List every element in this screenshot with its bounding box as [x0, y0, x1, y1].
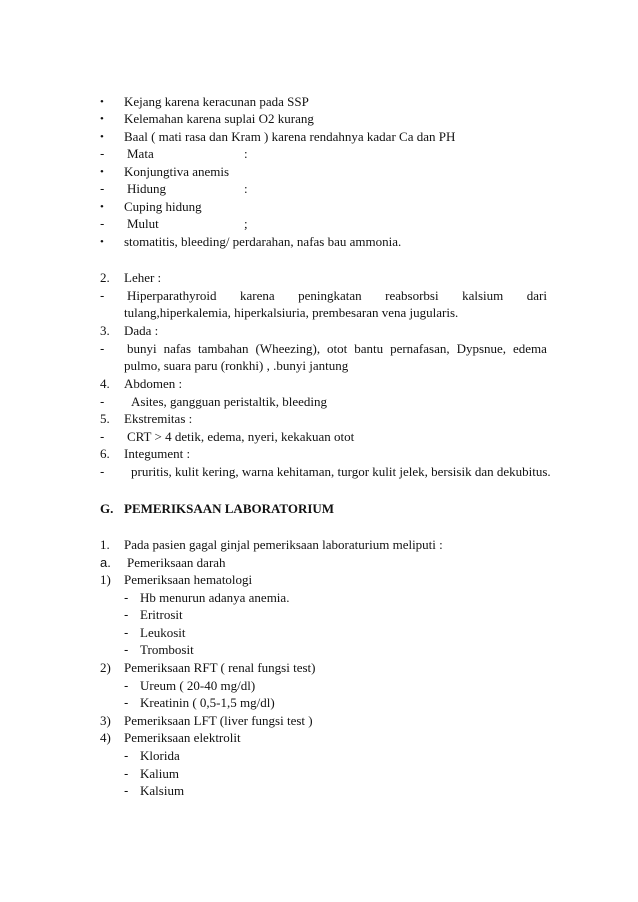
section-title-ekstremitas: Ekstremitas : [124, 411, 193, 426]
lab-item-number: 2) [100, 660, 111, 675]
word: bunyi [127, 341, 157, 356]
word: edema [513, 341, 547, 356]
lab-sub-item: Kreatinin ( 0,5-1,5 mg/dl) [140, 695, 275, 710]
bullet-marker: • [100, 166, 104, 178]
lab-a-letter: a. [100, 555, 111, 570]
bullet-marker: • [100, 201, 104, 213]
mulut-bullet: stomatitis, bleeding/ perdarahan, nafas bau ammonia. [124, 234, 402, 249]
dash-marker: - [124, 678, 129, 693]
mata-label: Mata [127, 146, 154, 161]
mata-bullet: Konjungtiva anemis [124, 164, 230, 179]
word: dari [526, 288, 547, 303]
dash-marker: - [124, 766, 129, 781]
dash-marker: - [124, 607, 129, 622]
lab-sub-item: Ureum ( 20-40 mg/dl) [140, 678, 256, 693]
section-title-leher: Leher : [124, 270, 162, 285]
section-number: 4. [100, 376, 110, 391]
dash-marker: - [100, 464, 105, 479]
lab-item-title: Pemeriksaan LFT (liver fungsi test ) [124, 713, 313, 728]
dada-line-1 [127, 341, 547, 357]
word: karena [240, 288, 275, 303]
word: bantu [354, 341, 384, 356]
mulut-label: Mulut [127, 216, 159, 231]
dash-marker: - [100, 394, 105, 409]
lab-item-number: 4) [100, 730, 111, 745]
bullet-item: Baal ( mati rasa dan Kram ) karena rendahnya kadar Ca dan PH [124, 129, 456, 144]
bullet-item: Kejang karena keracunan pada SSP [124, 94, 309, 109]
lab-sub-item: Kalium [140, 766, 179, 781]
heading-letter: G. [100, 501, 114, 516]
lab-item-title: Pemeriksaan elektrolit [124, 730, 241, 745]
heading-title: PEMERIKSAAN LABORATORIUM [124, 501, 335, 516]
word: otot [327, 341, 348, 356]
lab-intro: Pada pasien gagal ginjal pemeriksaan laboraturium meliputi : [124, 537, 443, 552]
dash-marker: - [124, 625, 129, 640]
lab-item-title: Pemeriksaan RFT ( renal fungsi test) [124, 660, 316, 675]
dash-marker: - [100, 181, 105, 196]
dash-marker: - [124, 590, 129, 605]
bullet-marker: • [100, 96, 104, 108]
lab-sub-item: Leukosit [140, 625, 186, 640]
abdomen-text: Asites, gangguan peristaltik, bleeding [131, 394, 328, 409]
dash-marker: - [100, 216, 105, 231]
mata-colon: : [244, 146, 248, 161]
ekstremitas-text: CRT > 4 detik, edema, nyeri, kekakuan otot [127, 429, 355, 444]
lab-sub-item: Kalsium [140, 783, 185, 798]
word: tambahan [197, 341, 249, 356]
dash-marker: - [100, 146, 105, 161]
hidung-colon: : [244, 181, 248, 196]
word: (Wheezing), [255, 341, 321, 356]
lab-item-number: 3) [100, 713, 111, 728]
dash-marker: - [124, 748, 129, 763]
dash-marker: - [124, 695, 129, 710]
word: reabsorbsi [385, 288, 439, 303]
word: kalsium [462, 288, 504, 303]
bullet-item: Kelemahan karena suplai O2 kurang [124, 111, 314, 126]
lab-sub-item: Eritrosit [140, 607, 183, 622]
word: Hiperparathyroid [127, 288, 217, 303]
dash-marker: - [100, 429, 105, 444]
mulut-colon: ; [244, 216, 248, 231]
section-title-dada: Dada : [124, 323, 159, 338]
bullet-marker: • [100, 113, 104, 125]
word: Dypsnue, [456, 341, 507, 356]
leher-line-1 [127, 288, 547, 304]
lab-a-text: Pemeriksaan darah [127, 555, 226, 570]
dash-marker: - [124, 642, 129, 657]
lab-sub-item: Hb menurun adanya anemia. [140, 590, 290, 605]
bullet-marker: • [100, 236, 104, 248]
word: pernafasan, [390, 341, 450, 356]
word: peningkatan [298, 288, 362, 303]
lab-item-number: 1) [100, 572, 111, 587]
lab-sub-item: Klorida [140, 748, 180, 763]
section-number: 2. [100, 270, 110, 285]
lab-item-title: Pemeriksaan hematologi [124, 572, 253, 587]
lab-intro-number: 1. [100, 537, 110, 552]
section-number: 6. [100, 446, 110, 461]
dash-marker: - [124, 783, 129, 798]
hidung-label: Hidung [127, 181, 166, 196]
dash-marker: - [100, 341, 105, 356]
section-title-abdomen: Abdomen : [124, 376, 183, 391]
dada-line-2: pulmo, suara paru (ronkhi) , .bunyi jantung [124, 358, 349, 373]
lab-sub-item: Trombosit [140, 642, 194, 657]
dash-marker: - [100, 288, 105, 303]
leher-line-2: tulang,hiperkalemia, hiperkalsiuria, prembesaran vena jugularis. [124, 305, 459, 320]
section-number: 3. [100, 323, 110, 338]
section-number: 5. [100, 411, 110, 426]
hidung-bullet: Cuping hidung [124, 199, 202, 214]
integument-text: pruritis, kulit kering, warna kehitaman, turgor kulit jelek, bersisik dan dekubitus. [131, 464, 551, 479]
section-title-integument: Integument : [124, 446, 191, 461]
word: nafas [163, 341, 192, 356]
bullet-marker: • [100, 131, 104, 143]
